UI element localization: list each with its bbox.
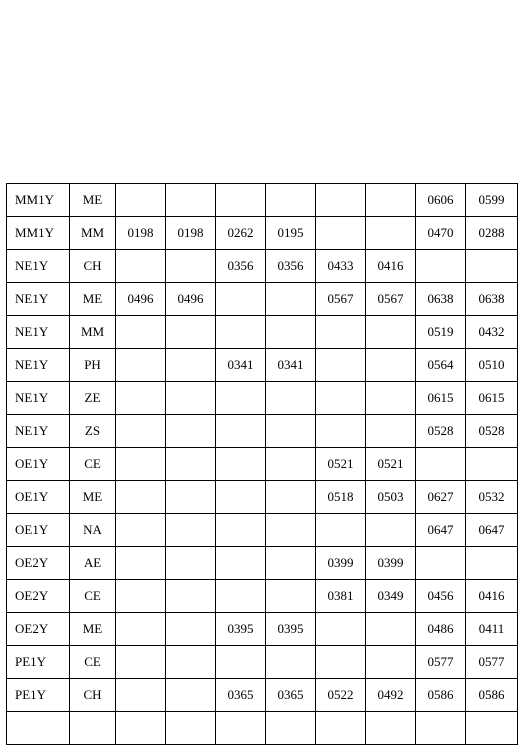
table-cell: 0470 [416,217,466,250]
table-cell: CH [70,679,116,712]
table-cell: PH [70,349,116,382]
table-cell: ME [70,283,116,316]
table-cell: 0567 [316,283,366,316]
table-cell: 0416 [466,580,518,613]
table-row [7,613,518,646]
table-row [7,415,518,448]
table-cell [466,250,518,283]
table-cell: OE1Y [7,481,70,514]
table-cell: 0456 [416,580,466,613]
table-cell: CE [70,580,116,613]
table-cell [116,547,166,580]
table-cell [266,580,316,613]
table-cell: 0349 [366,580,416,613]
table-cell: 0521 [316,448,366,481]
table-cell [466,448,518,481]
table-cell [116,580,166,613]
table-cell: 0522 [316,679,366,712]
table-cell: NE1Y [7,349,70,382]
table-cell: 0395 [216,613,266,646]
table-cell [166,481,216,514]
table-row [7,448,518,481]
table-cell [116,415,166,448]
table-row [7,316,518,349]
table-cell [116,613,166,646]
table-cell: CE [70,448,116,481]
table-cell: NE1Y [7,250,70,283]
table-cell [366,514,416,547]
table-cell: MM [70,217,116,250]
table-cell: MM1Y [7,217,70,250]
table-cell: 0577 [466,646,518,679]
table-cell [216,448,266,481]
table-cell: 0528 [416,415,466,448]
table-cell [216,283,266,316]
table-cell: 0638 [466,283,518,316]
table-cell: 0606 [416,184,466,217]
table-row [7,646,518,679]
table-row [7,580,518,613]
table-cell: 0356 [266,250,316,283]
table-cell [70,712,116,745]
table-cell [266,316,316,349]
table-cell [266,712,316,745]
table-cell: 0638 [416,283,466,316]
table-cell [366,712,416,745]
table-cell [316,184,366,217]
table-cell: 0521 [366,448,416,481]
table-cell [266,382,316,415]
table-cell: 0577 [416,646,466,679]
table-cell [366,184,416,217]
table-cell: 0411 [466,613,518,646]
table-cell [266,481,316,514]
table-cell [166,250,216,283]
table-cell [366,382,416,415]
table-cell [216,481,266,514]
table-cell [216,316,266,349]
table-cell: 0586 [416,679,466,712]
table-cell: OE1Y [7,514,70,547]
table-cell: 0395 [266,613,316,646]
table-cell: OE2Y [7,547,70,580]
table-cell [166,547,216,580]
table-cell [116,349,166,382]
table-row [7,382,518,415]
table-cell: OE2Y [7,580,70,613]
table-cell [316,217,366,250]
table-row [7,712,518,745]
table-cell [166,646,216,679]
table-cell: 0627 [416,481,466,514]
table-cell: 0486 [416,613,466,646]
table-cell [316,646,366,679]
table-cell [266,283,316,316]
table-row [7,250,518,283]
table-cell [316,349,366,382]
table-cell [166,448,216,481]
table-cell: 0615 [416,382,466,415]
table-row [7,283,518,316]
table-cell [166,580,216,613]
table-cell: 0647 [466,514,518,547]
table-cell: OE2Y [7,613,70,646]
table-cell [166,514,216,547]
table-cell [116,184,166,217]
table-cell: 0262 [216,217,266,250]
table-cell: 0532 [466,481,518,514]
table-cell [116,679,166,712]
table-cell [216,547,266,580]
table-cell [266,448,316,481]
table-cell: OE1Y [7,448,70,481]
table-cell: 0341 [266,349,316,382]
table-cell [266,184,316,217]
table-cell [166,613,216,646]
table-cell: NA [70,514,116,547]
table-cell: 0288 [466,217,518,250]
table-cell [316,382,366,415]
table-cell [116,481,166,514]
table-cell: 0586 [466,679,518,712]
table-cell [216,382,266,415]
table-body [7,184,518,745]
table-cell [466,712,518,745]
table-cell [316,415,366,448]
table-cell: 0416 [366,250,416,283]
table-cell: 0599 [466,184,518,217]
table-cell [266,415,316,448]
table-cell [316,613,366,646]
table-cell [416,448,466,481]
table-cell [166,184,216,217]
table-cell: 0198 [166,217,216,250]
table-cell [466,547,518,580]
table-cell [366,316,416,349]
table-cell: 0432 [466,316,518,349]
table-cell: 0365 [266,679,316,712]
table-cell [366,415,416,448]
table-cell: 0496 [116,283,166,316]
table-cell [416,547,466,580]
table-cell [316,316,366,349]
table-cell: PE1Y [7,679,70,712]
table-cell: NE1Y [7,316,70,349]
table-cell [116,316,166,349]
table-cell: 0365 [216,679,266,712]
table-cell: ZE [70,382,116,415]
table-cell: NE1Y [7,415,70,448]
table-cell: ME [70,613,116,646]
table-cell: 0399 [366,547,416,580]
table-cell: 0564 [416,349,466,382]
table-cell [216,415,266,448]
table-cell: 0341 [216,349,266,382]
table-cell [116,382,166,415]
table-cell: 0195 [266,217,316,250]
table-cell: MM1Y [7,184,70,217]
table-cell [166,382,216,415]
table-cell [116,646,166,679]
table-cell: 0518 [316,481,366,514]
table-cell: 0492 [366,679,416,712]
table-cell [116,448,166,481]
table-cell: MM [70,316,116,349]
table-cell: ME [70,481,116,514]
table-cell: 0510 [466,349,518,382]
table-cell: 0496 [166,283,216,316]
table-cell [116,250,166,283]
table-row [7,184,518,217]
table-cell [166,679,216,712]
table-cell: NE1Y [7,283,70,316]
table-cell: CH [70,250,116,283]
table-cell [316,514,366,547]
table-cell [166,316,216,349]
table-cell: 0381 [316,580,366,613]
table-cell [366,349,416,382]
table-cell [366,646,416,679]
table-cell: 0356 [216,250,266,283]
table-cell [266,547,316,580]
table-cell: 0519 [416,316,466,349]
table-cell [266,646,316,679]
table-row [7,679,518,712]
table-row [7,514,518,547]
table-cell [166,712,216,745]
table-cell [116,514,166,547]
table-cell: 0615 [466,382,518,415]
table-cell [366,613,416,646]
table-cell [366,217,416,250]
table-row [7,217,518,250]
table-cell [266,514,316,547]
table-cell [216,712,266,745]
table-cell [7,712,70,745]
table-cell [216,184,266,217]
table-row [7,349,518,382]
table-row [7,547,518,580]
table-cell [166,349,216,382]
table-cell [116,712,166,745]
table-cell [216,580,266,613]
table-cell [216,514,266,547]
table-cell: 0528 [466,415,518,448]
table-cell [316,712,366,745]
table-cell: 0503 [366,481,416,514]
table-cell: 0647 [416,514,466,547]
table-cell [416,712,466,745]
table-cell: PE1Y [7,646,70,679]
table-cell: 0198 [116,217,166,250]
table-row [7,481,518,514]
table-cell: CE [70,646,116,679]
table-cell: NE1Y [7,382,70,415]
table-cell [166,415,216,448]
table-cell [416,250,466,283]
data-table [6,183,518,745]
table-cell: 0567 [366,283,416,316]
table-cell: 0399 [316,547,366,580]
table-cell: ME [70,184,116,217]
table-cell: 0433 [316,250,366,283]
table-cell: AE [70,547,116,580]
table-cell: ZS [70,415,116,448]
table-cell [216,646,266,679]
